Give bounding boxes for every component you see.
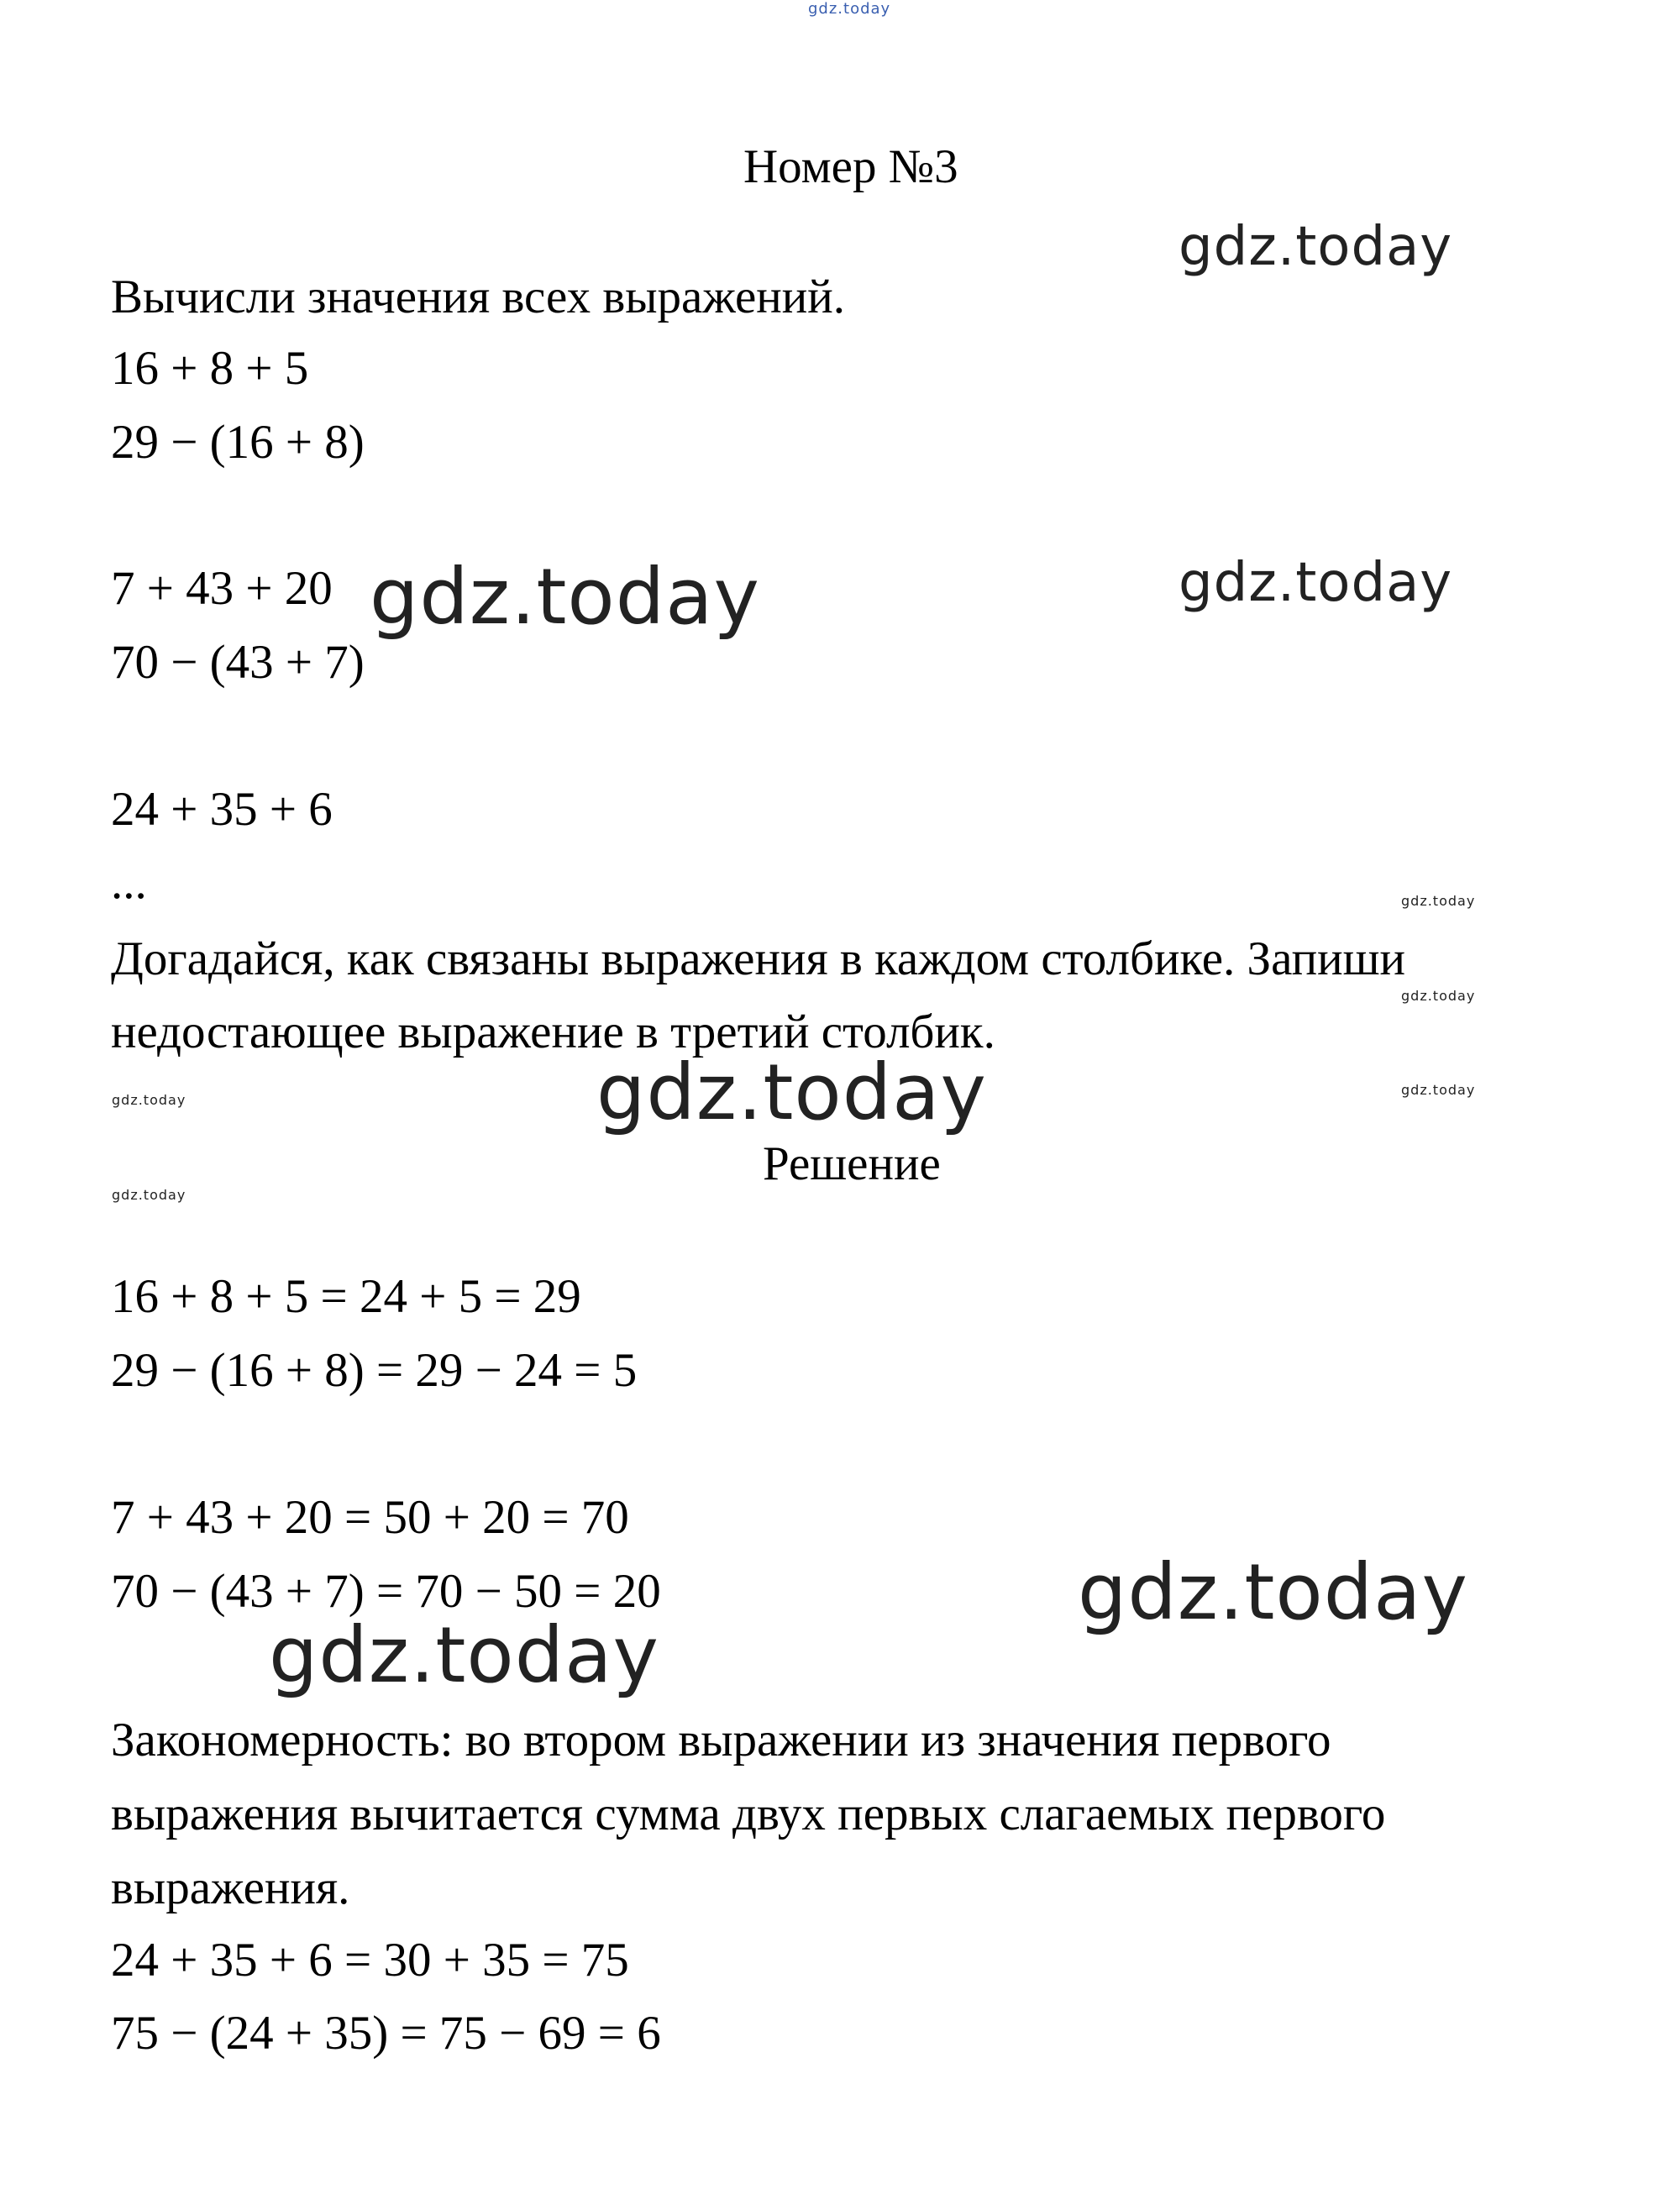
solution-line: 29 − (16 + 8) = 29 − 24 = 5 (111, 1344, 638, 1397)
watermark: gdz.today (1401, 988, 1476, 1004)
solution-line: 16 + 8 + 5 = 24 + 5 = 29 (111, 1270, 581, 1323)
task-expression: 16 + 8 + 5 (111, 342, 309, 395)
rule-text: выражения вычитается сумма двух первых слагаемых первого (111, 1787, 1386, 1840)
page-title: Номер №3 (743, 140, 958, 193)
solution-line: 7 + 43 + 20 = 50 + 20 = 70 (111, 1491, 629, 1544)
solution-line: 24 + 35 + 6 = 30 + 35 = 75 (111, 1934, 629, 1987)
solution-line: 75 − (24 + 35) = 75 − 69 = 6 (111, 2007, 661, 2060)
watermark: gdz.today (112, 1092, 186, 1108)
watermark: gdz.today (112, 1187, 186, 1203)
rule-text: выражения. (111, 1861, 350, 1914)
watermark: gdz.today (370, 552, 760, 642)
task-expression: 29 − (16 + 8) (111, 416, 365, 469)
task-expression: 24 + 35 + 6 (111, 783, 333, 836)
watermark: gdz.today (1401, 1082, 1476, 1098)
watermark-top: gdz.today (808, 0, 891, 18)
task-instruction: Догадайся, как связаны выражения в каждом столбике. Запиши (111, 932, 1406, 985)
task-prompt: Вычисли значения всех выражений. (111, 270, 846, 323)
watermark: gdz.today (1401, 893, 1476, 909)
task-expression-ellipsis: ... (111, 856, 147, 909)
rule-text: Закономерность: во втором выражении из значения первого (111, 1714, 1331, 1766)
watermark: gdz.today (1179, 552, 1453, 614)
solution-line: 70 − (43 + 7) = 70 − 50 = 20 (111, 1565, 661, 1618)
task-expression: 7 + 43 + 20 (111, 562, 333, 615)
watermark: gdz.today (269, 1610, 659, 1700)
watermark: gdz.today (1078, 1547, 1468, 1637)
watermark: gdz.today (596, 1047, 987, 1137)
task-expression: 70 − (43 + 7) (111, 636, 365, 689)
solution-heading: Решение (763, 1137, 941, 1190)
watermark: gdz.today (1179, 216, 1453, 278)
task-instruction: недостающее выражение в третий столбик. (111, 1005, 995, 1058)
